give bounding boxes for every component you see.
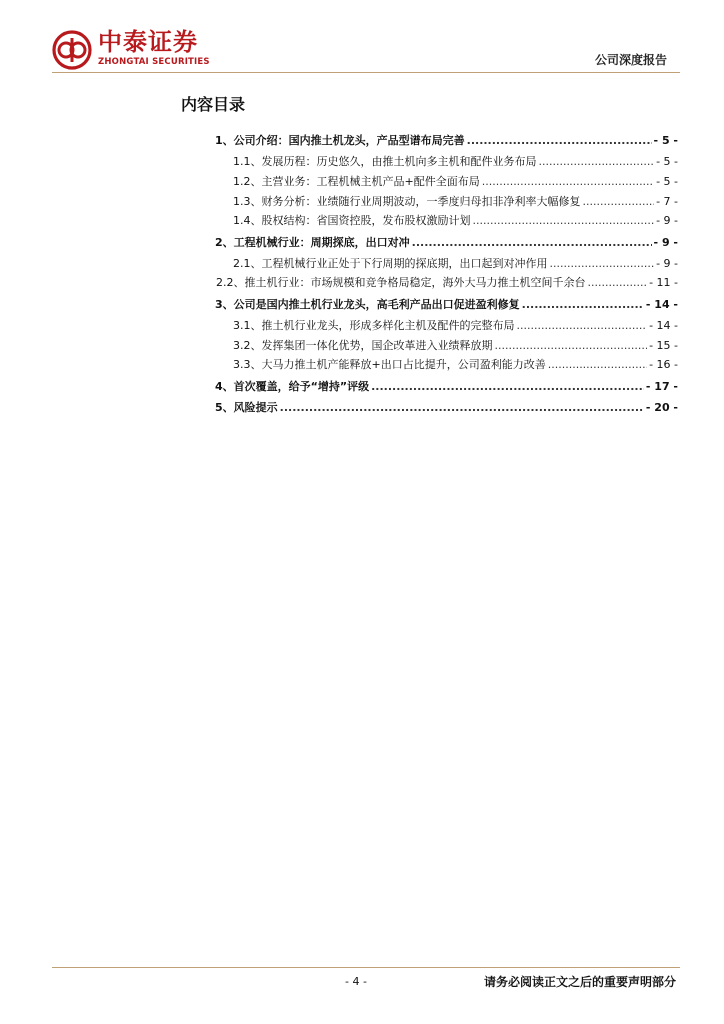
toc-entry-number: 1、 [215, 134, 234, 147]
toc-entry-number: 3.2、 [233, 339, 262, 352]
toc-entry-level2[interactable] [233, 195, 678, 209]
toc-entry-page: - 7 - [656, 195, 678, 208]
toc-entry-text: 推土机行业：市场规模和竞争格局稳定，海外大马力推土机空间千余台 [244, 276, 586, 289]
toc-entry-text: 股权结构：省国资控股，发布股权激励计划 [261, 214, 471, 227]
toc-entry-number: 3、 [215, 298, 234, 311]
toc-entry-text: 首次覆盖，给予“增持”评级 [233, 380, 370, 393]
toc-entry-level1[interactable] [215, 134, 678, 148]
toc-dot-leader [548, 358, 647, 372]
toc-entry-level1[interactable] [215, 380, 678, 394]
toc-entry-text: 发展历程：历史悠久，由推土机向多主机和配件业务布局 [261, 155, 537, 168]
toc-entry-level2[interactable] [233, 358, 678, 372]
toc-dot-leader [467, 134, 652, 148]
toc-dot-leader [588, 276, 648, 290]
toc-entry-level1[interactable] [215, 298, 678, 312]
toc-entry-number: 1.2、 [233, 175, 262, 188]
toc-entry-level2[interactable] [233, 339, 678, 353]
toc-entry-page: - 9 - [653, 236, 678, 249]
brand-name-cn: 中泰证券 [98, 28, 198, 56]
toc-dot-leader [412, 236, 652, 250]
page-header [0, 0, 724, 80]
toc-entry-text: 主营业务：工程机械主机产品+配件全面布局 [261, 175, 480, 188]
toc-dot-leader [550, 257, 655, 271]
toc-dot-leader [371, 380, 644, 394]
toc-entry-level2[interactable] [233, 155, 678, 169]
toc-dot-leader [522, 298, 644, 312]
toc-entry-page: - 16 - [649, 358, 678, 371]
toc-entry-level2[interactable] [216, 276, 678, 290]
toc-entry-level2[interactable] [233, 257, 678, 271]
toc-entry-level1[interactable] [215, 401, 678, 415]
toc-title: 内容目录 [181, 95, 246, 114]
toc-entry-level2[interactable] [233, 214, 678, 228]
toc-entry-page: - 15 - [649, 339, 678, 352]
toc-dot-leader [517, 319, 648, 333]
toc-entry-number: 2、 [215, 236, 234, 249]
toc-dot-leader [495, 339, 648, 353]
toc-entry-number: 2.1、 [233, 257, 262, 270]
toc-entry-page: - 5 - [656, 175, 678, 188]
toc-entry-page: - 9 - [656, 257, 678, 270]
toc-entry-page: - 14 - [645, 298, 678, 311]
toc-entry-page: - 17 - [645, 380, 678, 393]
disclaimer-text: 请务必阅读正文之后的重要声明部分 [483, 975, 676, 989]
toc-entry-text: 发挥集团一体化优势，国企改革进入业绩释放期 [261, 339, 493, 352]
toc-entry-number: 2.2、 [216, 276, 245, 289]
toc-entry-page: - 14 - [649, 319, 678, 332]
toc-entry-number: 3.1、 [233, 319, 262, 332]
toc-entry-level1[interactable] [215, 236, 678, 250]
toc-entry-number: 1.4、 [233, 214, 262, 227]
toc-entry-number: 1.3、 [233, 195, 262, 208]
toc-dot-leader [539, 155, 655, 169]
toc-entry-page: - 11 - [649, 276, 678, 289]
toc-entry-text: 工程机械行业正处于下行周期的探底期，出口起到对冲作用 [261, 257, 548, 270]
toc-entry-text: 推土机行业龙头，形成多样化主机及配件的完整布局 [261, 319, 515, 332]
toc-entry-number: 4、 [215, 380, 234, 393]
toc-entry-page: - 5 - [656, 155, 678, 168]
toc-entry-level2[interactable] [233, 319, 678, 333]
toc-dot-leader [280, 401, 644, 415]
toc-entry-page: - 9 - [656, 214, 678, 227]
toc-entry-text: 工程机械行业：周期探底，出口对冲 [233, 236, 410, 249]
toc-entry-text: 风险提示 [233, 401, 278, 414]
toc-dot-leader [583, 195, 655, 209]
page-number: - 4 - [345, 975, 367, 988]
toc-entry-number: 5、 [215, 401, 234, 414]
toc-entry-number: 1.1、 [233, 155, 262, 168]
toc-entry-text: 大马力推土机产能释放+出口占比提升，公司盈利能力改善 [261, 358, 546, 371]
toc-entry-text: 公司介绍：国内推土机龙头，产品型谱布局完善 [233, 134, 465, 147]
toc-entry-level2[interactable] [233, 175, 678, 189]
toc-dot-leader [473, 214, 655, 228]
toc-entry-page: - 5 - [653, 134, 678, 147]
zhongtai-logo-icon [52, 30, 92, 70]
toc-entry-text: 公司是国内推土机行业龙头，高毛利产品出口促进盈利修复 [233, 298, 520, 311]
document-type: 公司深度报告 [594, 53, 667, 67]
toc-entry-number: 3.3、 [233, 358, 262, 371]
toc-entry-text: 财务分析：业绩随行业周期波动，一季度归母扣非净利率大幅修复 [261, 195, 581, 208]
header-divider [52, 72, 680, 73]
brand-name-en: ZHONGTAI SECURITIES [98, 57, 210, 67]
toc-entry-page: - 20 - [645, 401, 678, 414]
footer-divider [52, 967, 680, 968]
toc-dot-leader [482, 175, 654, 189]
